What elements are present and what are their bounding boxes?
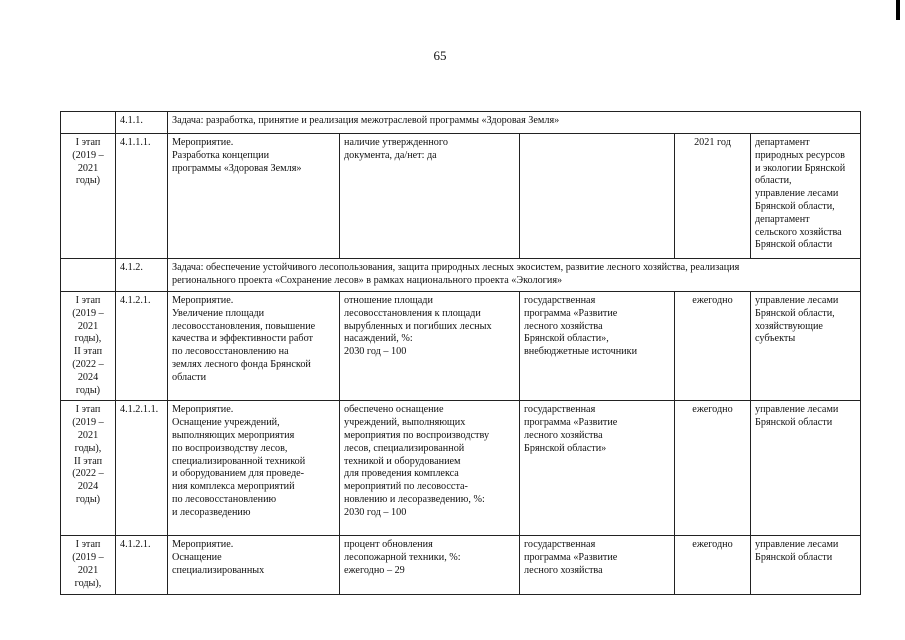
indicator-cell-line: наличие утвержденного <box>344 137 448 148</box>
stage-cell-line: II этап <box>73 455 103 467</box>
indicator-cell-line: техникой и оборудованием <box>344 455 461 467</box>
indicator-cell-line: документа, да/нет: да <box>344 149 437 161</box>
funding-source-cell-line: государственная <box>524 295 596 306</box>
funding-source-cell-line: внебюджетные источники <box>524 346 638 358</box>
stage-cell-line: (2019 – <box>72 552 104 564</box>
executor-cell-line: области, <box>755 175 792 187</box>
indicator-cell-line: мероприятия по воспроизводству <box>344 429 490 441</box>
stage-cell-line: 2021 годы), <box>74 429 102 454</box>
indicator-cell <box>340 401 520 536</box>
indicator-cell-line: 2030 год – 100 <box>344 506 407 518</box>
measure-name-cell-line: по лесовосстановлению <box>172 493 277 505</box>
code-cell: 4.1.2.1. <box>116 536 168 594</box>
executor-cell <box>751 536 861 594</box>
measure-name-cell-line: и лесоразведению <box>172 506 251 518</box>
term-cell: ежегодно <box>675 292 751 401</box>
funding-source-cell-line: государственная <box>524 404 596 416</box>
measure-name-cell <box>168 134 340 259</box>
stage-cell-line: I этап <box>75 539 101 551</box>
indicator-cell-line: отношение площади <box>344 295 433 306</box>
funding-source-cell-line: государственная <box>524 539 596 551</box>
indicator-cell <box>340 536 520 594</box>
funding-source-cell-line: лесного хозяйства <box>524 429 603 441</box>
measure-name-cell-line: Увеличение площади <box>172 307 265 319</box>
funding-source-cell <box>520 292 675 401</box>
measure-name-cell-line: землях лесного фонда Брянской <box>172 358 311 370</box>
measure-name-cell-line: программы «Здоровая Земля» <box>172 162 302 174</box>
measure-name-cell-line: специализированных <box>172 564 265 576</box>
task-text-cell-line: Задача: разработка, принятие и реализация межотраслевой программы «Здоровая Земля» <box>172 115 560 126</box>
executor-cell-line: управление лесами <box>755 295 839 306</box>
stage-cell-line: (2019 – <box>72 307 104 319</box>
measure-name-cell-line: Оснащение учреждений, <box>172 417 280 429</box>
indicator-cell-line: новлению и лесоразведению, %: <box>344 493 485 505</box>
program-measures-table <box>60 111 861 595</box>
term-cell: ежегодно <box>675 401 751 536</box>
measure-name-cell-line: Мероприятие. <box>172 539 234 551</box>
stage-cell-line: (2019 – <box>72 149 104 161</box>
funding-source-cell <box>520 134 675 259</box>
task-text-cell-line: регионального проекта «Сохранение лесов» в рамках национального проекта «Экология» <box>172 274 563 286</box>
indicator-cell-line: процент обновления <box>344 539 433 551</box>
indicator-cell-line: 2030 год – 100 <box>344 346 407 358</box>
executor-cell-line: сельского хозяйства <box>755 226 842 238</box>
task-row <box>61 259 861 292</box>
measure-name-cell-line: по лесовосстановлению на <box>172 346 289 358</box>
stage-cell-line: I этап <box>75 295 101 306</box>
measure-name-cell-line: Мероприятие. <box>172 137 234 148</box>
funding-source-cell-line: программа «Развитие <box>524 307 618 319</box>
executor-cell-line: Брянской области, <box>755 200 835 212</box>
measure-name-cell-line: области <box>172 371 207 383</box>
measure-name-cell-line: лесовосстановления, повышение <box>172 320 316 332</box>
measure-row <box>61 134 861 259</box>
task-row <box>61 112 861 134</box>
indicator-cell-line: учреждений, выполняющих <box>344 417 466 429</box>
code-cell: 4.1.1. <box>116 112 168 134</box>
indicator-cell-line: мероприятий по лесовосста- <box>344 481 468 493</box>
stage-cell <box>61 134 116 259</box>
stage-cell <box>61 292 116 401</box>
indicator-cell-line: лесопожарной техники, %: <box>344 552 461 564</box>
executor-cell-line: хозяйствующие <box>755 320 823 332</box>
table-body <box>61 112 861 595</box>
scan-edge-mark <box>896 0 900 20</box>
stage-cell-line: (2022 – <box>72 358 104 370</box>
stage-cell <box>61 536 116 594</box>
task-text-cell <box>168 112 861 134</box>
stage-cell <box>61 401 116 536</box>
measure-name-cell <box>168 401 340 536</box>
measure-name-cell-line: Разработка концепции <box>172 149 270 161</box>
measure-name-cell-line: ния комплекса мероприятий <box>172 481 295 493</box>
executor-cell-line: и экологии Брянской <box>755 162 846 174</box>
executor-cell <box>751 401 861 536</box>
code-cell: 4.1.2. <box>116 259 168 292</box>
indicator-cell-line: ежегодно – 29 <box>344 564 405 576</box>
measure-name-cell-line: Мероприятие. <box>172 295 234 306</box>
executor-cell-line: Брянской области <box>755 417 833 429</box>
executor-cell-line: субъекты <box>755 333 796 345</box>
funding-source-cell <box>520 536 675 594</box>
indicator-cell <box>340 134 520 259</box>
code-cell: 4.1.2.1. <box>116 292 168 401</box>
measure-name-cell-line: специализированной техникой <box>172 455 306 467</box>
stage-cell-line: 2021 годы), <box>74 320 102 345</box>
term-cell: 2021 год <box>675 134 751 259</box>
executor-cell-line: управление лесами <box>755 188 839 200</box>
stage-cell <box>61 259 116 292</box>
measure-name-cell-line: качества и эффективности работ <box>172 333 314 345</box>
measure-name-cell-line: Мероприятие. <box>172 404 234 416</box>
stage-cell-line: I этап <box>75 404 101 416</box>
indicator-cell-line: насаждений, %: <box>344 333 413 345</box>
executor-cell-line: природных ресурсов <box>755 149 845 161</box>
executor-cell-line: департамент <box>755 137 810 148</box>
stage-cell-line: (2022 – <box>72 468 104 480</box>
stage-cell-line: II этап <box>73 346 103 358</box>
stage-cell <box>61 112 116 134</box>
executor-cell-line: управление лесами <box>755 404 839 416</box>
task-text-cell-line: Задача: обеспечение устойчивого лесопользования, защита природных лесных экосистем, развитие лесного хозяйства, реализация <box>172 262 740 273</box>
executor-cell-line: Брянской области <box>755 239 833 251</box>
stage-cell-line: I этап <box>75 137 101 148</box>
measure-row <box>61 292 861 401</box>
funding-source-cell <box>520 401 675 536</box>
measure-name-cell <box>168 292 340 401</box>
indicator-cell-line: лесовосстановления к площади <box>344 307 481 319</box>
stage-cell-line: 2021 годы), <box>74 564 102 589</box>
stage-cell-line: 2024 годы) <box>75 371 101 396</box>
page-number: 65 <box>433 48 447 63</box>
indicator-cell <box>340 292 520 401</box>
indicator-cell-line: вырубленных и погибших лесных <box>344 320 492 332</box>
funding-source-cell-line: лесного хозяйства <box>524 564 603 576</box>
measure-name-cell-line: Оснащение <box>172 552 222 564</box>
indicator-cell-line: для проведения комплекса <box>344 468 459 480</box>
executor-cell-line: департамент <box>755 213 810 225</box>
funding-source-cell-line: Брянской области», <box>524 333 609 345</box>
stage-cell-line: 2024 годы) <box>75 481 101 505</box>
funding-source-cell-line: лесного хозяйства <box>524 320 603 332</box>
funding-source-cell-line: Брянской области» <box>524 442 607 454</box>
measure-name-cell-line: по воспроизводству лесов, <box>172 442 288 454</box>
task-text-cell <box>168 259 861 292</box>
term-cell: ежегодно <box>675 536 751 594</box>
code-cell: 4.1.2.1.1. <box>116 401 168 536</box>
measure-name-cell-line: выполняющих мероприятия <box>172 429 295 441</box>
indicator-cell-line: лесов, специализированной <box>344 442 465 454</box>
measure-row <box>61 401 861 536</box>
stage-cell-line: (2019 – <box>72 417 104 429</box>
executor-cell <box>751 134 861 259</box>
executor-cell-line: управление лесами <box>755 539 839 551</box>
code-cell: 4.1.1.1. <box>116 134 168 259</box>
executor-cell-line: Брянской области <box>755 552 833 564</box>
measure-name-cell <box>168 536 340 594</box>
indicator-cell-line: обеспечено оснащение <box>344 404 444 416</box>
stage-cell-line: 2021 годы) <box>75 162 101 187</box>
executor-cell-line: Брянской области, <box>755 307 835 319</box>
funding-source-cell-line: программа «Развитие <box>524 417 618 429</box>
measure-name-cell-line: и оборудованием для проведе- <box>172 468 305 480</box>
measure-row <box>61 536 861 594</box>
funding-source-cell-line: программа «Развитие <box>524 552 618 564</box>
executor-cell <box>751 292 861 401</box>
